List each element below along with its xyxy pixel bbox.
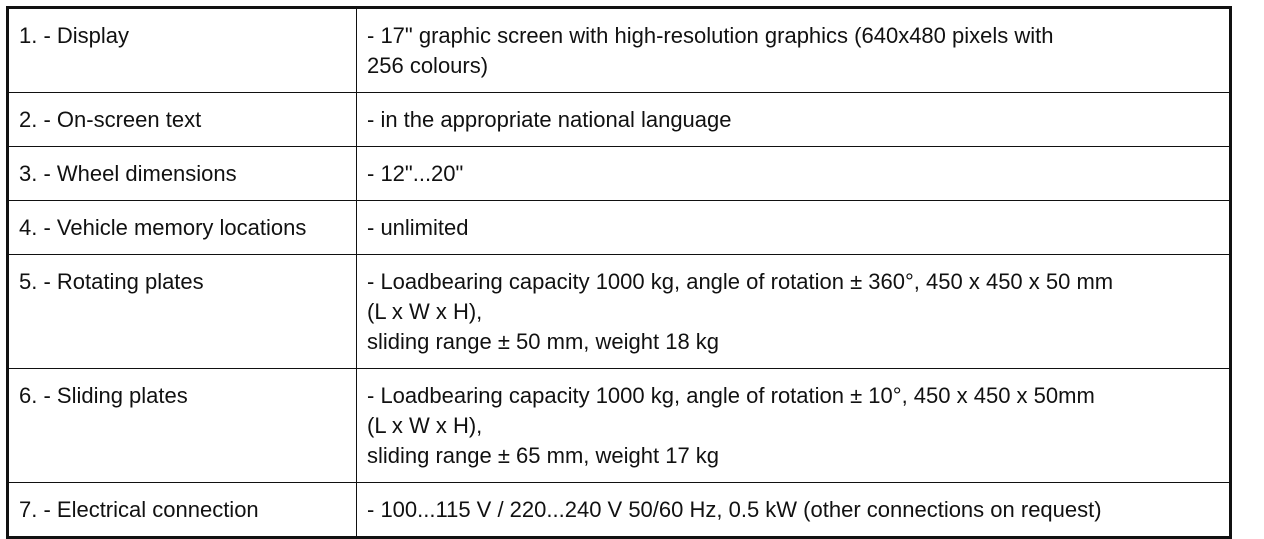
table-row xyxy=(8,201,1231,255)
table-row xyxy=(8,93,1231,147)
spec-label: 3. - Wheel dimensions xyxy=(8,147,357,201)
spec-value-line: 256 colours) xyxy=(367,53,489,78)
spec-label: 6. - Sliding plates xyxy=(8,369,357,483)
spec-value-line: - Loadbearing capacity 1000 kg, angle of rotation ± 10°, 450 x 450 x 50mm xyxy=(367,383,1095,408)
spec-value-line: sliding range ± 50 mm, weight 18 kg xyxy=(367,329,720,354)
spec-value xyxy=(357,8,1231,93)
spec-label: 4. - Vehicle memory locations xyxy=(8,201,357,255)
spec-value-line: (L x W x H), xyxy=(367,299,483,324)
table-row xyxy=(8,369,1231,483)
spec-value xyxy=(357,369,1231,483)
spec-value-line: - unlimited xyxy=(367,215,469,240)
spec-value-line: - 12"...20" xyxy=(367,161,464,186)
spec-label: 2. - On-screen text xyxy=(8,93,357,147)
spec-value xyxy=(357,483,1231,538)
spec-value-line: - 17" graphic screen with high-resolution graphics (640x480 pixels with xyxy=(367,23,1054,48)
table-row xyxy=(8,8,1231,93)
spec-value-line: (L x W x H), xyxy=(367,413,483,438)
spec-value-line: - in the appropriate national language xyxy=(367,107,732,132)
spec-label: 1. - Display xyxy=(8,8,357,93)
spec-value xyxy=(357,147,1231,201)
spec-value xyxy=(357,93,1231,147)
specifications-table xyxy=(6,6,1232,539)
spec-value xyxy=(357,201,1231,255)
table-row xyxy=(8,147,1231,201)
spec-value-line: sliding range ± 65 mm, weight 17 kg xyxy=(367,443,720,468)
spec-value-line: - Loadbearing capacity 1000 kg, angle of rotation ± 360°, 450 x 450 x 50 mm xyxy=(367,269,1114,294)
table-row xyxy=(8,255,1231,369)
spec-value-line: - 100...115 V / 220...240 V 50/60 Hz, 0.5 kW (other connections on request) xyxy=(367,497,1102,522)
table-row xyxy=(8,483,1231,538)
spec-label: 7. - Electrical connection xyxy=(8,483,357,538)
spec-label: 5. - Rotating plates xyxy=(8,255,357,369)
spec-value xyxy=(357,255,1231,369)
